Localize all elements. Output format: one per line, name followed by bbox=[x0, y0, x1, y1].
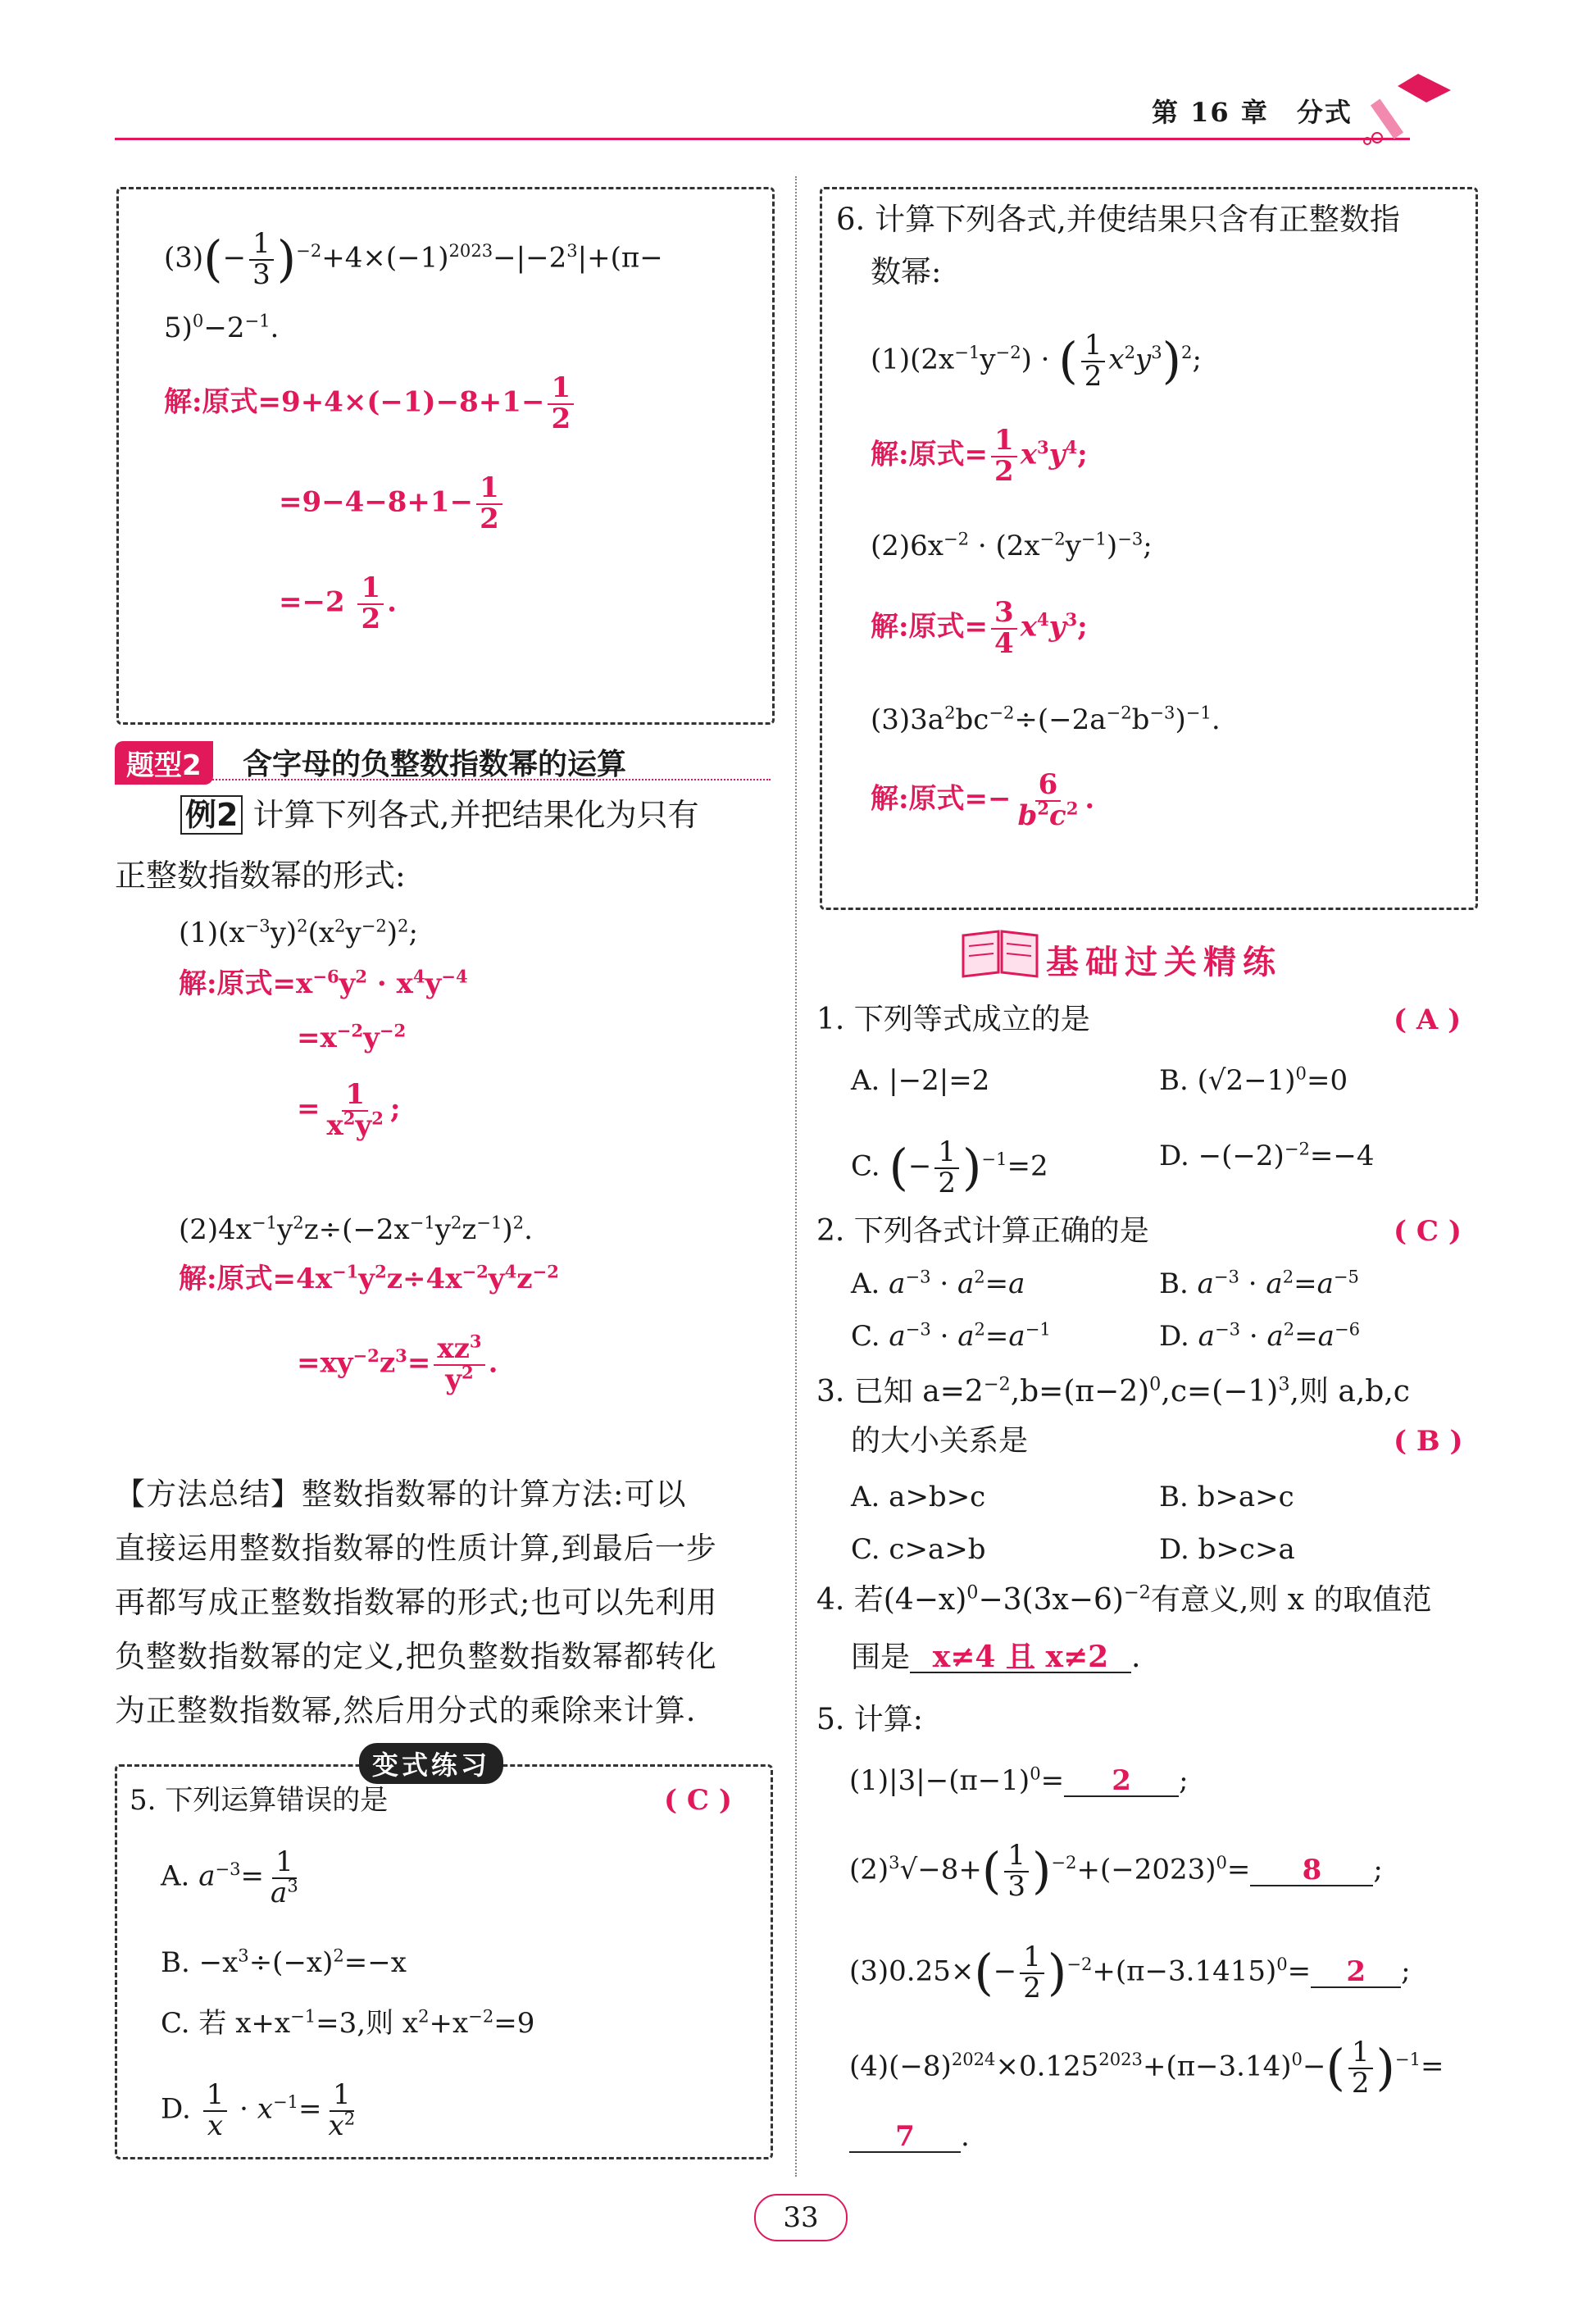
basics-q5-part4-answer: 7 . bbox=[849, 2118, 970, 2155]
header-rule bbox=[115, 138, 1410, 140]
q6-sol1: 解:原式= $\frac{1}{2}$ $x^3y^4$; bbox=[871, 424, 1088, 488]
basics-title: 基础过关精练 bbox=[1046, 944, 1282, 981]
type2-title: 含字母的负整数指数幂的运算 bbox=[243, 748, 627, 781]
basics-q5-part2: $(2)^3√-8+$( $\frac{1}{3}$ )$^{-2}+(-2023)^0= 8$ ; bbox=[849, 1839, 1383, 1903]
basics-q2-option-a: A. $a^{-3} \cdot a^2=a$ bbox=[851, 1266, 1025, 1300]
variant-option-a: A. $a^{-3}=$ $\frac{1}{a^3}$ bbox=[161, 1845, 298, 1909]
basics-q3-option-d: D. b>c>a bbox=[1159, 1533, 1295, 1566]
method-line: 再都写成正整数指数幂的形式;也可以先利用 bbox=[115, 1585, 718, 1620]
variant-option-b: B. $-x^3\div(-x)^2=-x$ bbox=[161, 1945, 407, 1979]
problem-3-line1: (3)(− $\frac{1}{3}$ )$^{-2}+4\times(-1)^{2023}-|-2^3|+(\pi-$ bbox=[164, 227, 663, 291]
basics-q5-part4: $(4)(-8)^{2024}\times 0.125^{2023}+(\pi-3.14)^0-$( $\frac{1}{2}$ )$^{-1}$= bbox=[849, 2036, 1444, 2100]
basics-q1: 1. 下列等式成立的是 bbox=[816, 1003, 1090, 1036]
method-line: 为正整数指数幂,然后用分式的乘除来计算. bbox=[115, 1693, 697, 1728]
basics-q1-option-c: C. (− $\frac{1}{2}$ )$^{-1}$=2 bbox=[851, 1135, 1048, 1199]
example-tag: 例2 bbox=[180, 795, 243, 835]
example2-sol1-step2: $=x^{-2}y^{-2}$ bbox=[297, 1020, 407, 1054]
c2-answer-blank[interactable]: 8 bbox=[1250, 1855, 1373, 1886]
basics-q2-option-c: C. $a^{-3} \cdot a^2=a^{-1}$ bbox=[851, 1318, 1051, 1353]
q6-title-2: 数幂: bbox=[871, 254, 942, 289]
example2-sol2-step1: 解:原式$=4x^{-1}y^2z\div 4x^{-2}y^4z^{-2}$ bbox=[179, 1261, 559, 1295]
solution-3-step2: =9−4−8+1− $\frac{1}{2}$ bbox=[279, 474, 506, 534]
method-line: 【方法总结】整数指数幂的计算方法:可以 bbox=[115, 1477, 687, 1512]
page-number: 33 bbox=[783, 2201, 819, 2234]
example2-part2: $(2)4x^{-1}y^2z\div(-2x^{-1}y^2z^{-1})^2$. bbox=[179, 1212, 533, 1246]
page-number-badge bbox=[754, 2194, 848, 2241]
basics-q1-answer: ( A ) bbox=[1394, 1003, 1462, 1036]
basics-q2-option-d: D. $a^{-3} \cdot a^2=a^{-6}$ bbox=[1159, 1318, 1361, 1353]
type2-rule bbox=[115, 779, 771, 780]
basics-q5: 5. 计算: bbox=[816, 1703, 923, 1736]
example2-part1: $(1)(x^{-3}y)^2(x^2y^{-2})^2$; bbox=[179, 915, 418, 949]
problem-3-line2: $5)^0-2^{-1}$. bbox=[164, 310, 280, 344]
q6-part1: $(1)(2x^{-1}y^{-2})$ · ( $\frac{1}{2}$ $x^2y^3)^2$; bbox=[871, 329, 1202, 393]
basics-q3-line2: 的大小关系是 bbox=[851, 1424, 1029, 1458]
type2-badge: 题型2 bbox=[115, 741, 213, 785]
variant-q5: 5. 下列运算错误的是 bbox=[130, 1784, 389, 1817]
q6-title-1: 6. 计算下列各式,并使结果只含有正整数指 bbox=[836, 202, 1400, 237]
method-line: 负整数指数幂的定义,把负整数指数幂都转化 bbox=[115, 1639, 717, 1674]
example2-sol2-step2: $=xy^{-2}z^3=$ $\frac{xz^3}{y^2}$ . bbox=[297, 1331, 498, 1396]
basics-q3-option-c: C. c>a>b bbox=[851, 1533, 986, 1566]
q4-answer-blank[interactable]: x≠4 且 x≠2 bbox=[910, 1642, 1131, 1673]
example2-sol1-step3: = $\frac{1}{x^2y^2}$ ; bbox=[297, 1078, 401, 1142]
chapter-title: 第 16 章 分式 bbox=[1152, 97, 1353, 128]
basics-q4-line1: 4. 若$(4-x)^0-3(3x-6)^{-2}$有意义,则 x 的取值范 bbox=[816, 1581, 1432, 1617]
basics-q2-option-b: B. $a^{-3} \cdot a^2=a^{-5}$ bbox=[1159, 1266, 1359, 1300]
method-line: 直接运用整数指数幂的性质计算,到最后一步 bbox=[115, 1531, 717, 1566]
basics-q4-line2: 围是 x≠4 且 x≠2 . bbox=[851, 1640, 1141, 1674]
book-icon bbox=[959, 923, 1041, 981]
q6-part2: $(2)6x^{-2} \cdot (2x^{-2}y^{-1})^{-3}$; bbox=[871, 528, 1153, 562]
basics-q1-option-d: D. $-(-2)^{-2}=-4$ bbox=[1159, 1138, 1375, 1172]
column-divider bbox=[795, 176, 797, 2177]
example2-line1: 例2 计算下列各式,并把结果化为只有 bbox=[180, 797, 699, 833]
basics-q3-option-a: A. a>b>c bbox=[851, 1481, 986, 1513]
basics-q1-option-b: B. $(√2-1)^0=0$ bbox=[1159, 1063, 1348, 1097]
basics-q5-part1: $(1)|3|-(\pi-1)^0= 2$ ; bbox=[849, 1763, 1189, 1797]
method-summary bbox=[115, 1468, 771, 1738]
basics-q3-line1: 3. 已知 $a=2^{-2},b=(\pi-2)^0,c=(-1)^3$,则 a,b,c bbox=[816, 1373, 1410, 1408]
variant-badge: 变式练习 bbox=[359, 1743, 503, 1784]
solution-3-step3: =−2 $\frac{1}{2}$ . bbox=[279, 571, 397, 635]
pencil-cap-icon bbox=[1361, 66, 1459, 148]
basics-q3-answer: ( B ) bbox=[1394, 1425, 1463, 1458]
variant-q5-answer: ( C ) bbox=[664, 1784, 732, 1817]
q6-sol3: 解:原式=− $\frac{6}{b^2c^2}$ . bbox=[871, 768, 1095, 832]
basics-q1-option-a: A. |−2|=2 bbox=[851, 1064, 990, 1097]
q6-sol2: 解:原式= $\frac{3}{4}$ $x^4y^3$; bbox=[871, 596, 1088, 660]
variant-option-c: C. 若 $x+x^{-1}=3$,则 $x^2+x^{-2}=9$ bbox=[161, 2005, 535, 2040]
basics-q5-part3: (3)0.25×(− $\frac{1}{2}$ )$^{-2}+(\pi-3.1415)^0= 2$ ; bbox=[849, 1941, 1411, 2004]
example2-line2: 正整数指数幂的形式: bbox=[115, 858, 406, 894]
c3-answer-blank[interactable]: 2 bbox=[1311, 1957, 1401, 1988]
basics-q2-answer: ( C ) bbox=[1394, 1215, 1462, 1248]
example2-sol1-step1: 解:原式$=x^{-6}y^2 \cdot x^4y^{-4}$ bbox=[179, 966, 468, 1000]
solution-3-step1: 解:原式=9+4×(−1)−8+1− $\frac{1}{2}$ bbox=[164, 374, 577, 434]
basics-q2: 2. 下列各式计算正确的是 bbox=[816, 1214, 1149, 1248]
c1-answer-blank[interactable]: 2 bbox=[1064, 1766, 1179, 1797]
q6-part3: $(3)3a^2bc^{-2}\div(-2a^{-2}b^{-3})^{-1}$. bbox=[871, 702, 1221, 736]
page-header bbox=[115, 0, 1508, 148]
variant-option-d: D. $\frac{1}{x}$ · $x^{-1}=$ $\frac{1}{x^2}$ bbox=[161, 2078, 356, 2142]
basics-q3-option-b: B. b>a>c bbox=[1159, 1481, 1294, 1513]
c4-answer-blank[interactable]: 7 bbox=[849, 2122, 961, 2153]
